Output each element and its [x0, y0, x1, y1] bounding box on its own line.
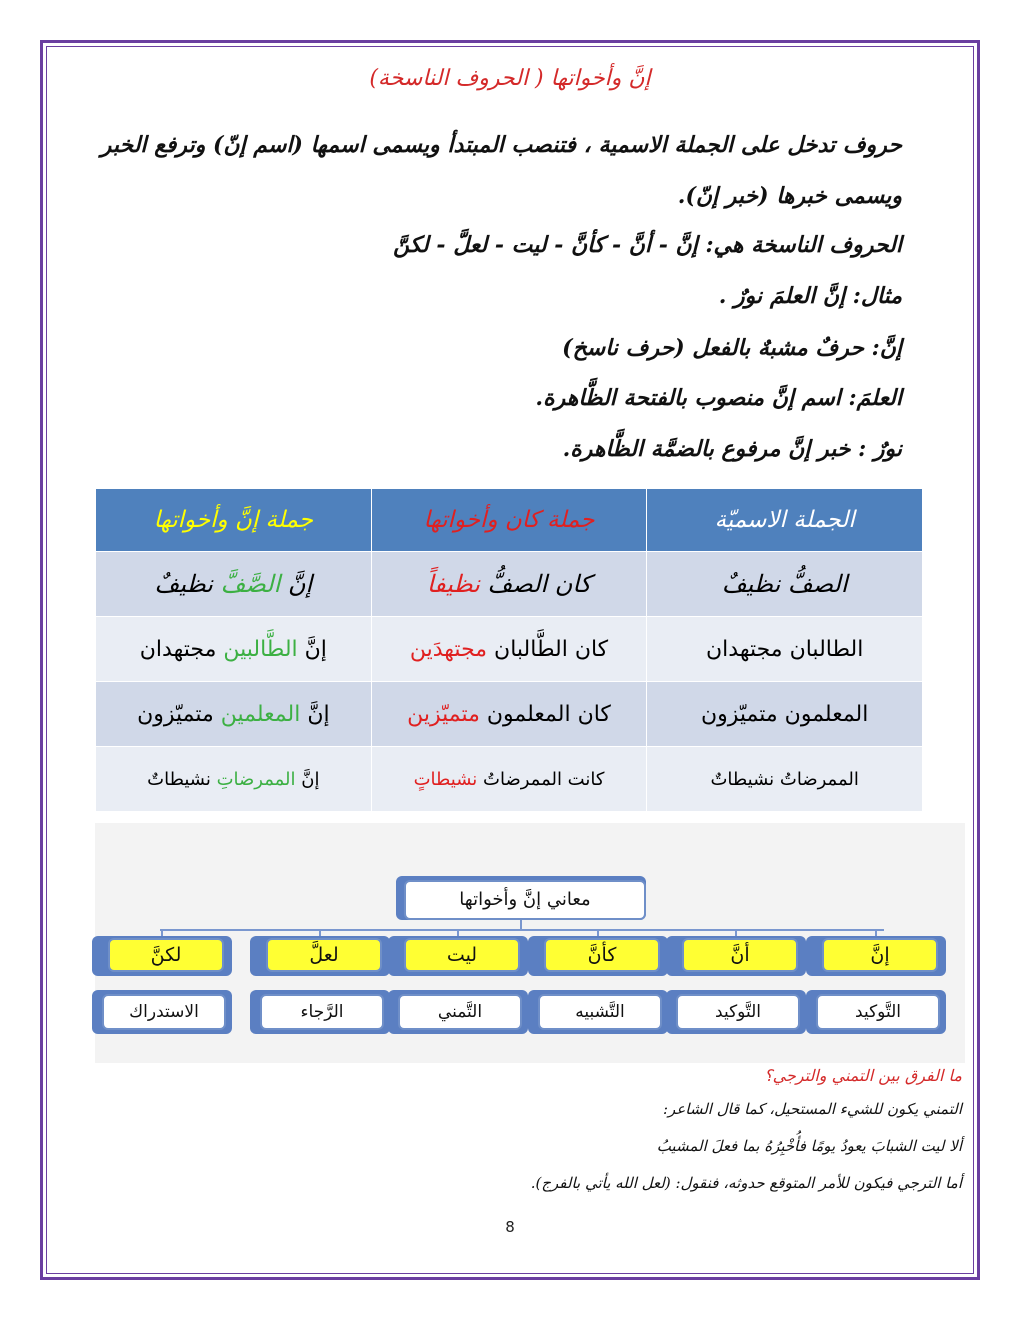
question-title: ما الفرق بين التمني والترجي؟: [764, 1066, 962, 1085]
parse-khabar: نورٌ : خبر إنَّ مرفوع بالضمَّة الظَّاهرة.: [562, 436, 902, 462]
intro-line-1: حروف تدخل على الجملة الاسمية ، فتنصب المبتدأ ويسمى اسمها (اسم إنّ) وترفع الخبر: [100, 132, 902, 158]
cell-nominal: المعلمون متميّزون: [647, 682, 923, 747]
cell-kana: [371, 552, 647, 617]
cell-nominal: الممرضاتُ نشيطاتٌ: [647, 747, 923, 812]
cell-nominal: الطالبان مجتهدان: [647, 617, 923, 682]
cell-text: كان الطَّالبان: [487, 636, 609, 662]
cell-highlight: مجتهدَين: [409, 636, 488, 662]
cell-highlight: نظيفاً: [426, 570, 480, 598]
cell-highlight: الصَّفَّ: [220, 570, 281, 598]
meaning-node: الرَّجاء: [260, 994, 384, 1030]
meaning-node: الاستدراك: [102, 994, 226, 1030]
cell-highlight: الممرضاتِ: [216, 768, 296, 790]
cell-highlight: المعلمين: [220, 701, 301, 727]
particle-node: لعلَّ: [266, 938, 382, 972]
question-line-1: التمني يكون للشيء المستحيل، كما قال الشاعر:: [663, 1100, 962, 1118]
cell-highlight: نشيطاتٍ: [413, 768, 478, 790]
page-number: 8: [505, 1218, 515, 1236]
cell-text: متميّزون: [137, 701, 221, 727]
header-nominal: الجملة الاسميّة: [647, 489, 923, 552]
cell-text: إنَّ: [295, 768, 320, 790]
cell-text: كانت الممرضاتُ: [477, 768, 605, 790]
question-line-3: أما الترجي فيكون للأمر المتوقع حدوثه، فنقول: (لعل الله يأتي بالفرج).: [530, 1174, 962, 1192]
table-header-row: [96, 489, 923, 552]
page-title: إنَّ وأخواتها ( الحروف الناسخة): [369, 66, 651, 91]
cell-kana: [371, 682, 647, 747]
particles-list: الحروف الناسخة هي: إنَّ - أنَّ - كأنَّ - ليت - لعلَّ - لكنَّ: [393, 232, 902, 258]
cell-inna: [96, 552, 372, 617]
particle-node: أنَّ: [682, 938, 798, 972]
cell-text: كان المعلمون: [479, 701, 611, 727]
meaning-node: التَّوكيد: [816, 994, 940, 1030]
cell-inna: [96, 617, 372, 682]
particle-node: لكنَّ: [108, 938, 224, 972]
particle-node: إنَّ: [822, 938, 938, 972]
cell-text: نشيطاتٌ: [147, 768, 217, 790]
parse-ism: العلمَ: اسم إنَّ منصوب بالفتحة الظَّاهرة.: [535, 385, 902, 411]
root-node: معاني إنَّ وأخواتها: [404, 880, 646, 920]
cell-text: إنَّ: [297, 636, 327, 662]
cell-inna: [96, 747, 372, 812]
cell-text: كان الصفُّ: [479, 570, 592, 598]
connector-horizontal: [160, 929, 884, 931]
cell-text: نظيفٌ: [154, 570, 221, 598]
cell-highlight: الطَّالبين: [223, 636, 298, 662]
table-row: [96, 682, 923, 747]
cell-highlight: متميّزين: [407, 701, 480, 727]
meaning-node: التَّوكيد: [676, 994, 800, 1030]
cell-text: إنَّ: [300, 701, 330, 727]
cell-kana: [371, 747, 647, 812]
table-row: [96, 617, 923, 682]
header-inna: جملة إنَّ وأخواتها: [96, 489, 372, 552]
connector-root: [520, 920, 522, 930]
intro-line-2: ويسمى خبرها (خبر إنّ).: [677, 183, 902, 209]
cell-text: مجتهدان: [139, 636, 224, 662]
comparison-table: [95, 488, 923, 812]
poem-line: ألا ليت الشبابَ يعودُ يومًا فأُخْبِرُهُ بما فعلَ المشيبُ: [656, 1137, 962, 1155]
cell-kana: [371, 617, 647, 682]
cell-text: إنَّ: [280, 570, 313, 598]
example-line: مثال: إنَّ العلمَ نورٌ .: [718, 283, 902, 309]
parse-inna: إنَّ: حرفٌ مشبهٌ بالفعل (حرف ناسخ): [562, 335, 902, 361]
header-kana: جملة كان وأخواتها: [371, 489, 647, 552]
particle-node: كأنَّ: [544, 938, 660, 972]
table-row: [96, 747, 923, 812]
particle-node: ليت: [404, 938, 520, 972]
table-row: [96, 552, 923, 617]
cell-inna: [96, 682, 372, 747]
meaning-node: التَّمني: [398, 994, 522, 1030]
meaning-node: التَّشبيه: [538, 994, 662, 1030]
cell-nominal: الصفُّ نظيفٌ: [647, 552, 923, 617]
